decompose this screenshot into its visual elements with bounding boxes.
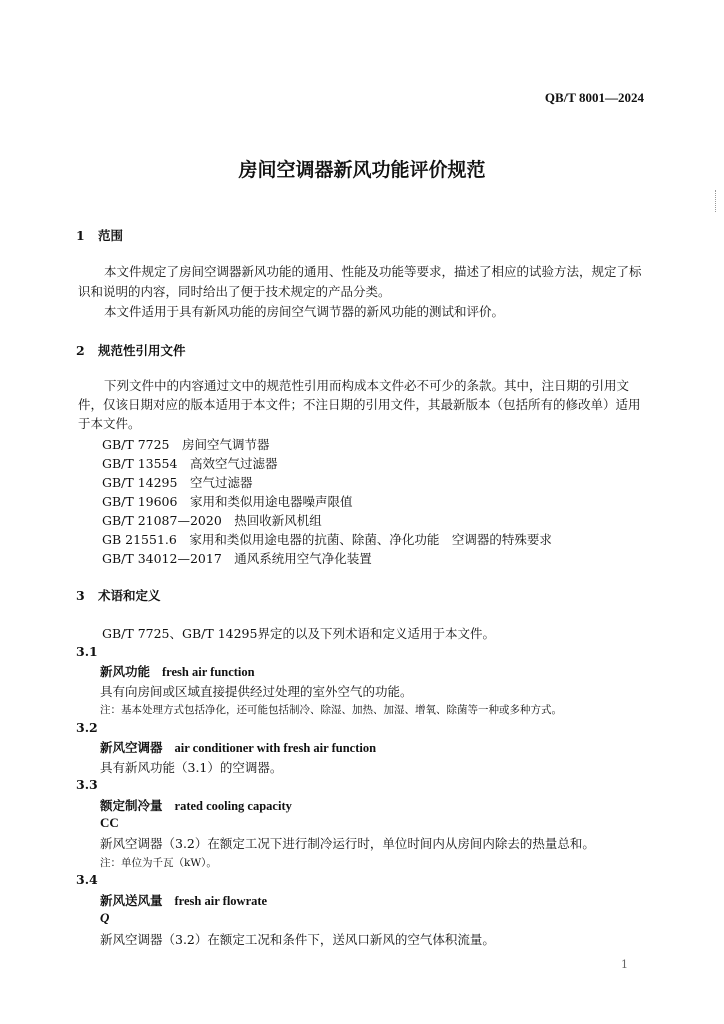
section-title: 范围: [98, 228, 124, 243]
section-3-heading: [76, 586, 161, 604]
term-zh: 额定制冷量: [100, 798, 163, 813]
section-2-heading: [76, 341, 186, 359]
term-en: fresh air function: [162, 665, 255, 679]
section-number: 3: [76, 588, 85, 603]
section-1-heading: [76, 226, 123, 244]
section-number: 2: [76, 343, 85, 358]
reference-item: GB/T 13554 高效空气过滤器: [102, 456, 278, 471]
term-zh: 新风送风量: [100, 893, 163, 908]
term-definition: 新风空调器（3.2）在额定工况下进行制冷运行时，单位时间内从房间内除去的热量总和。: [100, 836, 595, 851]
term-number: 3.3: [76, 777, 98, 792]
term-definition: 具有新风功能（3.1）的空调器。: [100, 760, 283, 775]
term-definition: 具有向房间或区域直接提供经过处理的室外空气的功能。: [100, 684, 413, 699]
reference-item: GB/T 34012—2017 通风系统用空气净化装置: [102, 551, 372, 566]
term-symbol: Q: [100, 910, 110, 925]
term-en: air conditioner with fresh air function: [174, 741, 377, 755]
term-note: 注：单位为千瓦（kW）。: [100, 857, 217, 869]
term-symbol: CC: [100, 815, 119, 830]
section-1-para-2: 本文件适用于具有新风功能的房间空气调节器的新风功能的测试和评价。: [104, 304, 505, 319]
term-note: 注：基本处理方式包括净化，还可能包括制冷、除湿、加热、加湿、增氧、除菌等一种或多种方式。: [100, 704, 562, 716]
term-title: [100, 662, 255, 680]
term-en: fresh air flowrate: [174, 894, 268, 908]
term-title: [100, 891, 267, 909]
term-zh: 新风功能: [100, 664, 151, 679]
reference-item: GB/T 19606 家用和类似用途电器噪声限值: [102, 494, 353, 509]
term-definition: 新风空调器（3.2）在额定工况和条件下，送风口新风的空气体积流量。: [100, 932, 495, 947]
term-number: 3.4: [76, 872, 98, 887]
page-number: 1: [621, 958, 628, 971]
reference-item: GB/T 7725 房间空气调节器: [102, 437, 270, 452]
section-number: 1: [76, 228, 85, 243]
term-number: 3.2: [76, 720, 98, 735]
term-zh: 新风空调器: [100, 740, 163, 755]
term-title: [100, 738, 376, 756]
section-1-para-1: 本文件规定了房间空调器新风功能的通用、性能及功能等要求，描述了相应的试验方法，规定了标识和说明的内容，同时给出了便于技术规定的产品分类。: [78, 264, 642, 299]
edge-mark: [715, 190, 718, 212]
section-3-intro: GB/T 7725、GB/T 14295界定的以及下列术语和定义适用于本文件。: [102, 626, 495, 641]
term-number: 3.1: [76, 644, 98, 659]
reference-item: GB/T 14295 空气过滤器: [102, 475, 253, 490]
section-title: 规范性引用文件: [98, 343, 186, 358]
reference-item: GB/T 21087—2020 热回收新风机组: [102, 513, 322, 528]
section-title: 术语和定义: [98, 588, 161, 603]
section-2-intro: 下列文件中的内容通过文中的规范性引用而构成本文件必不可少的条款。其中，注日期的引用文件，仅该日期对应的版本适用于本文件；不注日期的引用文件，其最新版本（包括所有的修改单）适用于本文件。: [78, 378, 641, 431]
term-en: rated cooling capacity: [174, 799, 292, 813]
document-title: 房间空调器新风功能评价规范: [238, 159, 486, 181]
standard-number: QB/T 8001—2024: [544, 90, 644, 105]
reference-item: GB 21551.6 家用和类似用途电器的抗菌、除菌、净化功能 空调器的特殊要求: [102, 532, 552, 547]
term-title: [100, 796, 292, 814]
